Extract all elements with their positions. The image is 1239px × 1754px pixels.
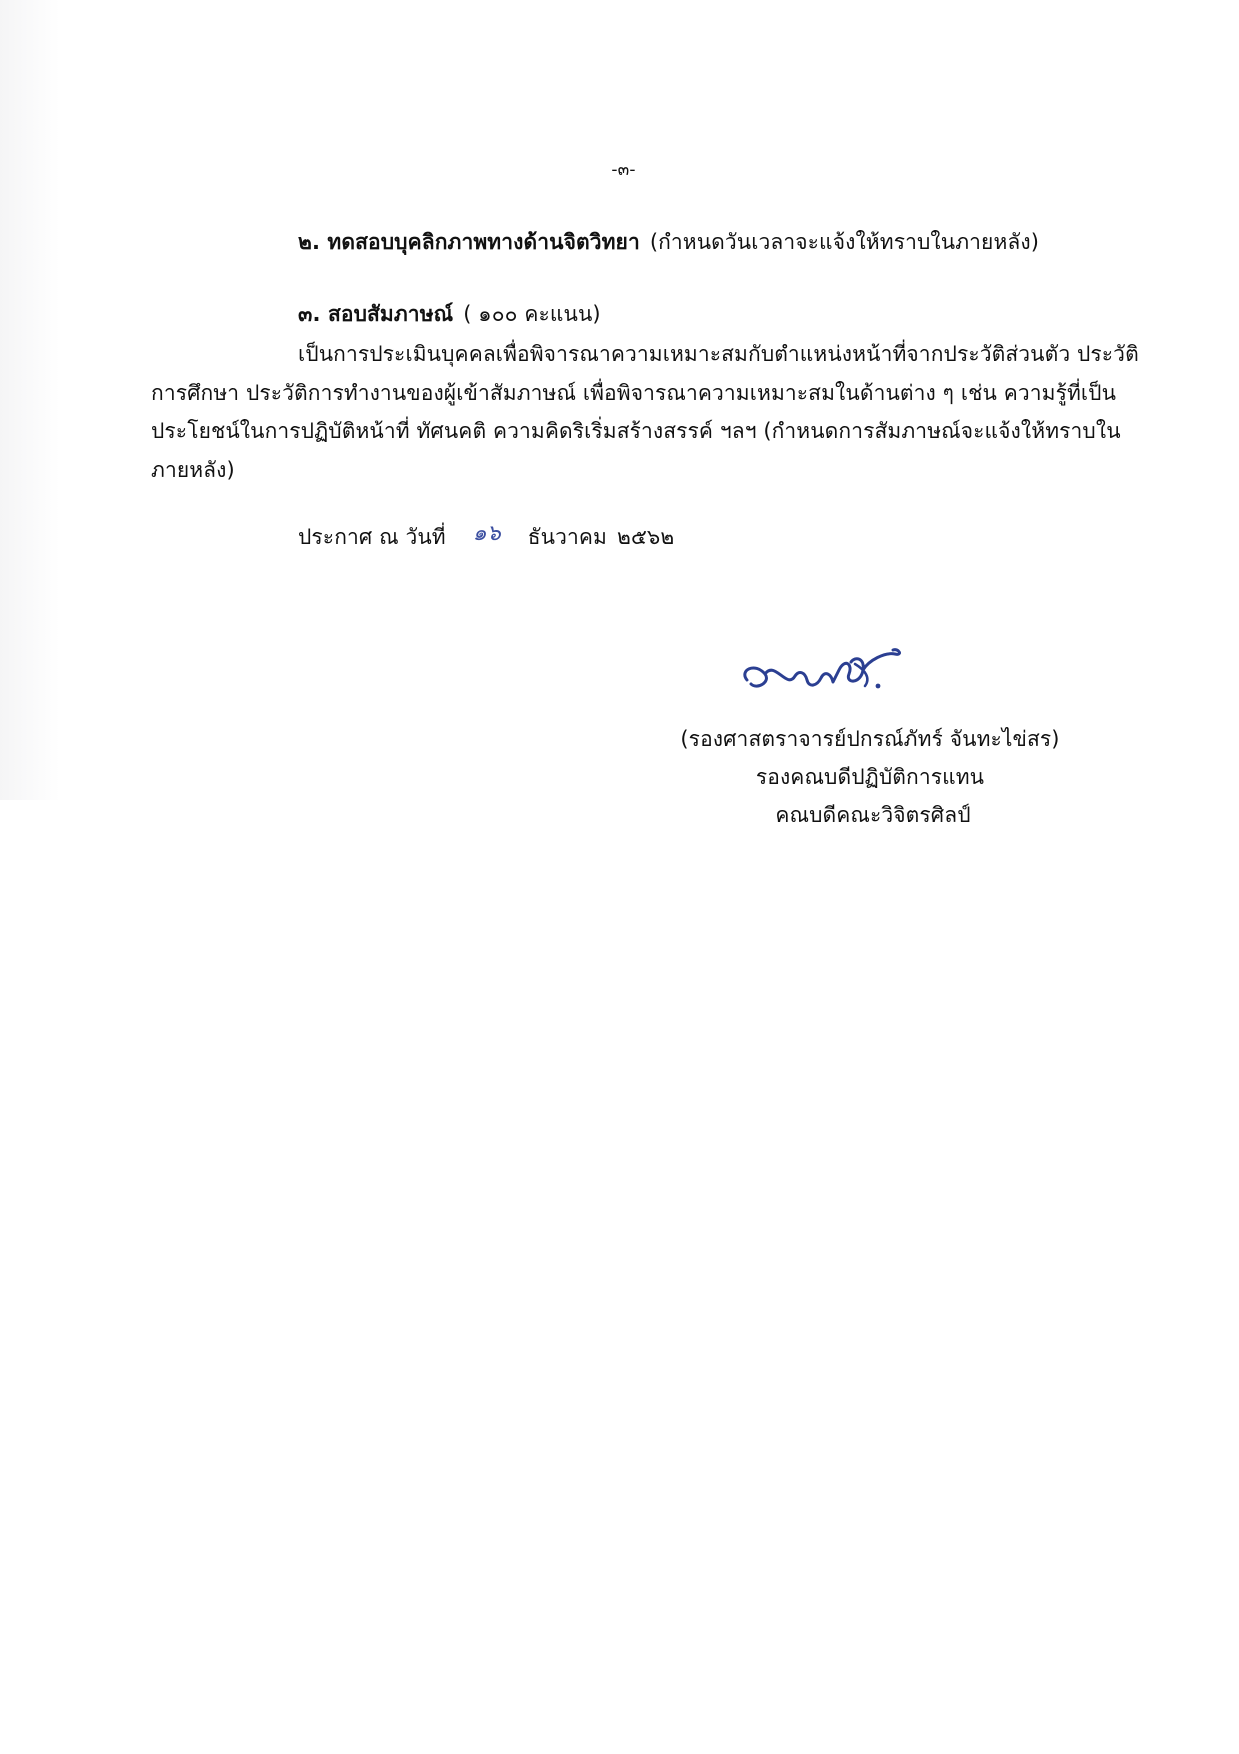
section-3-heading: ๓. สอบสัมภาษณ์ (298, 302, 454, 326)
signatory-position: คณบดีคณะวิจิตรศิลป์ (775, 803, 971, 827)
signature-image (735, 640, 935, 720)
page-number: -๓- (611, 160, 636, 180)
handwritten-day: ๑๖ (472, 521, 501, 546)
announcement-prefix: ประกาศ ณ วันที่ (298, 525, 446, 549)
announcement-year: ๒๕๖๒ (617, 525, 675, 549)
section-3-score: ( ๑๐๐ คะแนน) (463, 302, 601, 326)
section-2-heading: ๒. ทดสอบบุคลิกภาพทางด้านจิตวิทยา (298, 230, 640, 254)
signatory-name: (รองศาสตราจารย์ปกรณ์ภัทร์ จันทะไข่สร) (680, 727, 1060, 751)
scan-edge-shading (0, 0, 60, 800)
section-2-line (298, 228, 1039, 256)
signatory-title: รองคณบดีปฏิบัติการแทน (755, 765, 985, 789)
section-3-body-line-2: การศึกษา ประวัติการทำงานของผู้เข้าสัมภาษณ์ เพื่อพิจารณาความเหมาะสมในด้านต่าง ๆ เช่น ความรู้ที่เป็น (151, 381, 1117, 405)
section-3-body-line-1: เป็นการประเมินบุคคลเพื่อพิจารณาความเหมาะสมกับตำแหน่งหน้าที่จากประวัติส่วนตัว ประวัติ (298, 342, 1139, 366)
section-2-note: (กำหนดวันเวลาจะแจ้งให้ทราบในภายหลัง) (649, 230, 1039, 254)
section-3-line (298, 300, 601, 328)
announcement-date-line (298, 523, 674, 552)
announcement-month: ธันวาคม (527, 525, 607, 549)
section-3-body-line-3: ประโยชน์ในการปฏิบัติหน้าที่ ทัศนคติ ความคิดริเริ่มสร้างสรรค์ ฯลฯ (กำหนดการสัมภาษณ์จะแจ้งให้ทราบใน (151, 419, 1121, 443)
section-3-body-line-4: ภายหลัง) (151, 458, 235, 482)
